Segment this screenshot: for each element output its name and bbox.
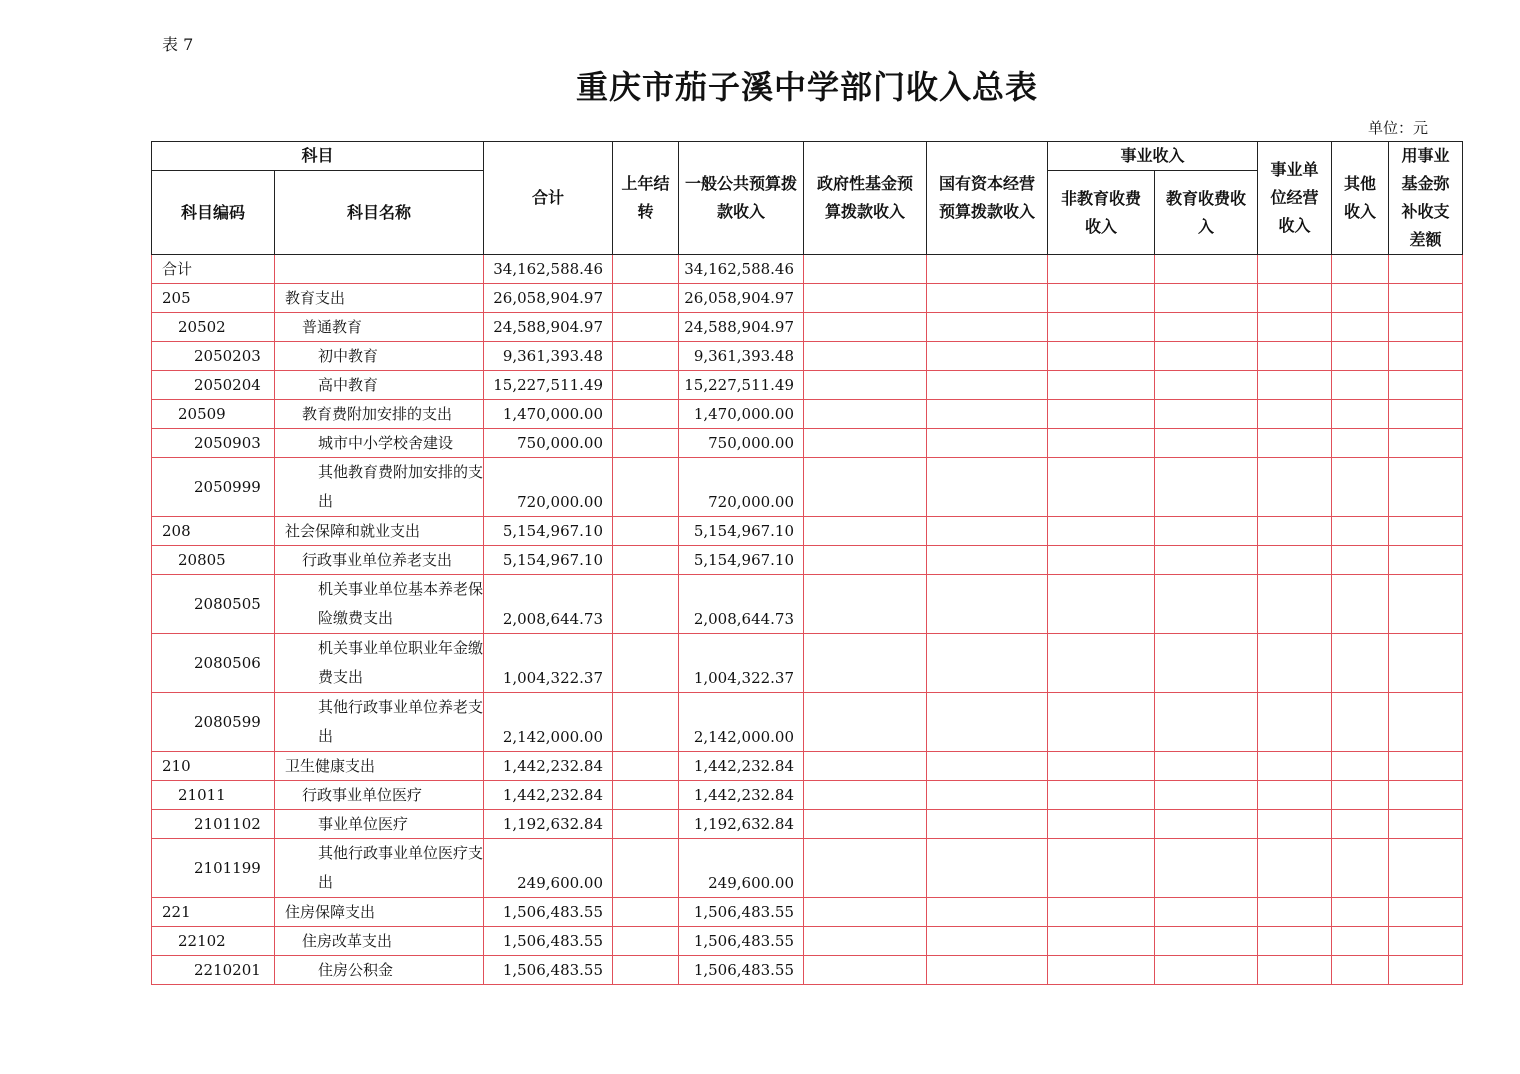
cell-carryover <box>613 255 679 284</box>
cell-general-budget: 9,361,393.48 <box>679 342 804 371</box>
cell-non-edu-fee <box>1048 371 1155 400</box>
table-row <box>152 429 1463 458</box>
cell-carryover <box>613 839 679 898</box>
cell-other-income <box>1332 546 1389 575</box>
cell-edu-fee <box>1155 429 1258 458</box>
cell-unit-operating <box>1258 956 1332 985</box>
cell-non-edu-fee <box>1048 781 1155 810</box>
cell-subject-code: 205 <box>152 284 275 313</box>
cell-state-capital <box>927 313 1048 342</box>
cell-other-income <box>1332 810 1389 839</box>
cell-edu-fee <box>1155 927 1258 956</box>
cell-state-capital <box>927 517 1048 546</box>
cell-edu-fee <box>1155 752 1258 781</box>
table-row <box>152 284 1463 313</box>
table-row <box>152 371 1463 400</box>
cell-edu-fee <box>1155 575 1258 634</box>
table-row <box>152 839 1463 898</box>
cell-subject-code: 20502 <box>152 313 275 342</box>
cell-total: 34,162,588.46 <box>484 255 613 284</box>
cell-total: 1,506,483.55 <box>484 927 613 956</box>
cell-subject-code: 22102 <box>152 927 275 956</box>
cell-fund-deficit <box>1389 546 1463 575</box>
cell-total: 1,004,322.37 <box>484 634 613 693</box>
cell-gov-fund <box>804 752 927 781</box>
cell-unit-operating <box>1258 400 1332 429</box>
header-state-capital: 国有资本经营预算拨款收入 <box>927 142 1048 255</box>
cell-gov-fund <box>804 255 927 284</box>
cell-carryover <box>613 458 679 517</box>
cell-fund-deficit <box>1389 898 1463 927</box>
cell-non-edu-fee <box>1048 956 1155 985</box>
cell-non-edu-fee <box>1048 927 1155 956</box>
cell-subject-name: 卫生健康支出 <box>275 752 484 781</box>
cell-total: 24,588,904.97 <box>484 313 613 342</box>
cell-other-income <box>1332 634 1389 693</box>
cell-state-capital <box>927 546 1048 575</box>
cell-subject-code: 2080505 <box>152 575 275 634</box>
cell-state-capital <box>927 371 1048 400</box>
cell-subject-name: 教育支出 <box>275 284 484 313</box>
cell-other-income <box>1332 956 1389 985</box>
cell-fund-deficit <box>1389 956 1463 985</box>
cell-non-edu-fee <box>1048 313 1155 342</box>
cell-gov-fund <box>804 342 927 371</box>
cell-state-capital <box>927 342 1048 371</box>
header-gov-fund: 政府性基金预算拨款收入 <box>804 142 927 255</box>
cell-subject-code: 2080506 <box>152 634 275 693</box>
cell-subject-name: 其他行政事业单位养老支出 <box>275 693 484 752</box>
cell-gov-fund <box>804 781 927 810</box>
cell-total: 15,227,511.49 <box>484 371 613 400</box>
cell-carryover <box>613 927 679 956</box>
cell-edu-fee <box>1155 400 1258 429</box>
cell-subject-name: 其他教育费附加安排的支出 <box>275 458 484 517</box>
cell-carryover <box>613 342 679 371</box>
cell-other-income <box>1332 342 1389 371</box>
page-title: 重庆市茄子溪中学部门收入总表 <box>575 68 1038 106</box>
cell-carryover <box>613 517 679 546</box>
cell-general-budget: 1,442,232.84 <box>679 752 804 781</box>
cell-subject-name <box>275 255 484 284</box>
cell-edu-fee <box>1155 839 1258 898</box>
cell-unit-operating <box>1258 810 1332 839</box>
cell-subject-code: 2050903 <box>152 429 275 458</box>
cell-other-income <box>1332 898 1389 927</box>
cell-subject-code: 2210201 <box>152 956 275 985</box>
cell-state-capital <box>927 255 1048 284</box>
cell-fund-deficit <box>1389 255 1463 284</box>
cell-edu-fee <box>1155 284 1258 313</box>
cell-unit-operating <box>1258 898 1332 927</box>
cell-fund-deficit <box>1389 839 1463 898</box>
cell-gov-fund <box>804 429 927 458</box>
cell-general-budget: 1,506,483.55 <box>679 898 804 927</box>
cell-unit-operating <box>1258 546 1332 575</box>
cell-general-budget: 5,154,967.10 <box>679 517 804 546</box>
cell-gov-fund <box>804 634 927 693</box>
cell-general-budget: 5,154,967.10 <box>679 546 804 575</box>
table-row <box>152 400 1463 429</box>
cell-subject-name: 其他行政事业单位医疗支出 <box>275 839 484 898</box>
cell-carryover <box>613 284 679 313</box>
cell-fund-deficit <box>1389 313 1463 342</box>
cell-general-budget: 1,470,000.00 <box>679 400 804 429</box>
cell-general-budget: 24,588,904.97 <box>679 313 804 342</box>
cell-subject-name: 初中教育 <box>275 342 484 371</box>
cell-carryover <box>613 693 679 752</box>
cell-non-edu-fee <box>1048 342 1155 371</box>
cell-fund-deficit <box>1389 517 1463 546</box>
table-body <box>152 255 1463 985</box>
header-career-income: 事业收入 <box>1048 142 1258 171</box>
cell-subject-code: 208 <box>152 517 275 546</box>
cell-gov-fund <box>804 575 927 634</box>
cell-gov-fund <box>804 458 927 517</box>
cell-total: 5,154,967.10 <box>484 546 613 575</box>
cell-edu-fee <box>1155 810 1258 839</box>
header-subject-name: 科目名称 <box>275 171 484 255</box>
cell-edu-fee <box>1155 956 1258 985</box>
cell-total: 720,000.00 <box>484 458 613 517</box>
cell-non-edu-fee <box>1048 693 1155 752</box>
cell-total: 2,142,000.00 <box>484 693 613 752</box>
header-subject-group: 科目 <box>152 142 484 171</box>
cell-subject-code: 2050204 <box>152 371 275 400</box>
cell-fund-deficit <box>1389 693 1463 752</box>
cell-general-budget: 15,227,511.49 <box>679 371 804 400</box>
cell-non-edu-fee <box>1048 634 1155 693</box>
cell-unit-operating <box>1258 693 1332 752</box>
cell-general-budget: 720,000.00 <box>679 458 804 517</box>
cell-gov-fund <box>804 898 927 927</box>
unit-label: 单位：元 <box>1367 119 1428 137</box>
cell-subject-name: 住房保障支出 <box>275 898 484 927</box>
cell-unit-operating <box>1258 429 1332 458</box>
cell-unit-operating <box>1258 634 1332 693</box>
cell-state-capital <box>927 400 1048 429</box>
cell-fund-deficit <box>1389 429 1463 458</box>
cell-gov-fund <box>804 810 927 839</box>
cell-edu-fee <box>1155 546 1258 575</box>
cell-subject-code: 2050999 <box>152 458 275 517</box>
cell-unit-operating <box>1258 575 1332 634</box>
cell-other-income <box>1332 400 1389 429</box>
cell-subject-name: 住房公积金 <box>275 956 484 985</box>
cell-edu-fee <box>1155 634 1258 693</box>
cell-subject-code: 2050203 <box>152 342 275 371</box>
cell-subject-name: 机关事业单位职业年金缴费支出 <box>275 634 484 693</box>
header-edu-fee: 教育收费收入 <box>1155 171 1258 255</box>
cell-subject-code: 221 <box>152 898 275 927</box>
cell-state-capital <box>927 458 1048 517</box>
cell-carryover <box>613 313 679 342</box>
table-row <box>152 255 1463 284</box>
cell-fund-deficit <box>1389 634 1463 693</box>
cell-state-capital <box>927 898 1048 927</box>
cell-state-capital <box>927 752 1048 781</box>
cell-gov-fund <box>804 313 927 342</box>
cell-state-capital <box>927 634 1048 693</box>
cell-fund-deficit <box>1389 810 1463 839</box>
cell-state-capital <box>927 693 1048 752</box>
cell-general-budget: 249,600.00 <box>679 839 804 898</box>
cell-subject-name: 机关事业单位基本养老保险缴费支出 <box>275 575 484 634</box>
cell-fund-deficit <box>1389 927 1463 956</box>
cell-total: 1,192,632.84 <box>484 810 613 839</box>
cell-general-budget: 1,506,483.55 <box>679 927 804 956</box>
cell-unit-operating <box>1258 342 1332 371</box>
cell-other-income <box>1332 313 1389 342</box>
cell-fund-deficit <box>1389 371 1463 400</box>
cell-carryover <box>613 400 679 429</box>
cell-carryover <box>613 371 679 400</box>
cell-total: 1,506,483.55 <box>484 956 613 985</box>
cell-non-edu-fee <box>1048 546 1155 575</box>
header-unit-operating: 事业单位经营收入 <box>1258 142 1332 255</box>
cell-non-edu-fee <box>1048 575 1155 634</box>
cell-general-budget: 2,142,000.00 <box>679 693 804 752</box>
cell-edu-fee <box>1155 693 1258 752</box>
cell-edu-fee <box>1155 313 1258 342</box>
cell-gov-fund <box>804 839 927 898</box>
cell-other-income <box>1332 284 1389 313</box>
cell-fund-deficit <box>1389 342 1463 371</box>
income-summary-table <box>151 141 1463 985</box>
cell-fund-deficit <box>1389 284 1463 313</box>
cell-subject-name: 事业单位医疗 <box>275 810 484 839</box>
cell-general-budget: 1,192,632.84 <box>679 810 804 839</box>
cell-unit-operating <box>1258 927 1332 956</box>
cell-total: 249,600.00 <box>484 839 613 898</box>
cell-general-budget: 1,506,483.55 <box>679 956 804 985</box>
cell-carryover <box>613 898 679 927</box>
cell-non-edu-fee <box>1048 810 1155 839</box>
cell-non-edu-fee <box>1048 429 1155 458</box>
cell-state-capital <box>927 429 1048 458</box>
cell-other-income <box>1332 371 1389 400</box>
cell-total: 1,470,000.00 <box>484 400 613 429</box>
cell-non-edu-fee <box>1048 839 1155 898</box>
cell-total: 1,442,232.84 <box>484 781 613 810</box>
cell-subject-name: 高中教育 <box>275 371 484 400</box>
cell-edu-fee <box>1155 517 1258 546</box>
table-row <box>152 575 1463 634</box>
cell-subject-code: 2101199 <box>152 839 275 898</box>
cell-gov-fund <box>804 693 927 752</box>
header-subject-code: 科目编码 <box>152 171 275 255</box>
cell-gov-fund <box>804 956 927 985</box>
cell-fund-deficit <box>1389 575 1463 634</box>
table-row <box>152 956 1463 985</box>
cell-total: 1,506,483.55 <box>484 898 613 927</box>
cell-subject-name: 普通教育 <box>275 313 484 342</box>
cell-non-edu-fee <box>1048 752 1155 781</box>
cell-other-income <box>1332 839 1389 898</box>
table-row <box>152 810 1463 839</box>
cell-total: 5,154,967.10 <box>484 517 613 546</box>
cell-unit-operating <box>1258 284 1332 313</box>
cell-fund-deficit <box>1389 781 1463 810</box>
cell-total: 1,442,232.84 <box>484 752 613 781</box>
cell-gov-fund <box>804 517 927 546</box>
cell-other-income <box>1332 517 1389 546</box>
cell-unit-operating <box>1258 839 1332 898</box>
cell-total: 2,008,644.73 <box>484 575 613 634</box>
cell-general-budget: 1,442,232.84 <box>679 781 804 810</box>
cell-state-capital <box>927 927 1048 956</box>
cell-unit-operating <box>1258 752 1332 781</box>
header-carryover: 上年结转 <box>613 142 679 255</box>
cell-fund-deficit <box>1389 752 1463 781</box>
cell-general-budget: 34,162,588.46 <box>679 255 804 284</box>
cell-gov-fund <box>804 371 927 400</box>
cell-non-edu-fee <box>1048 255 1155 284</box>
cell-non-edu-fee <box>1048 400 1155 429</box>
cell-subject-code: 21011 <box>152 781 275 810</box>
cell-other-income <box>1332 927 1389 956</box>
cell-edu-fee <box>1155 342 1258 371</box>
cell-non-edu-fee <box>1048 517 1155 546</box>
table-row <box>152 342 1463 371</box>
cell-carryover <box>613 546 679 575</box>
cell-non-edu-fee <box>1048 284 1155 313</box>
cell-carryover <box>613 429 679 458</box>
cell-non-edu-fee <box>1048 898 1155 927</box>
cell-gov-fund <box>804 927 927 956</box>
cell-subject-code: 合计 <box>152 255 275 284</box>
cell-total: 9,361,393.48 <box>484 342 613 371</box>
cell-other-income <box>1332 429 1389 458</box>
cell-non-edu-fee <box>1048 458 1155 517</box>
cell-carryover <box>613 781 679 810</box>
cell-state-capital <box>927 284 1048 313</box>
cell-subject-code: 2080599 <box>152 693 275 752</box>
cell-subject-name: 住房改革支出 <box>275 927 484 956</box>
table-row <box>152 752 1463 781</box>
cell-fund-deficit <box>1389 400 1463 429</box>
table-row <box>152 458 1463 517</box>
table-row <box>152 781 1463 810</box>
cell-carryover <box>613 634 679 693</box>
header-fund-deficit: 用事业基金弥补收支差额 <box>1389 142 1463 255</box>
header-non-edu-fee: 非教育收费收入 <box>1048 171 1155 255</box>
cell-other-income <box>1332 693 1389 752</box>
cell-carryover <box>613 956 679 985</box>
cell-subject-name: 城市中小学校舍建设 <box>275 429 484 458</box>
cell-unit-operating <box>1258 517 1332 546</box>
cell-gov-fund <box>804 284 927 313</box>
cell-total: 26,058,904.97 <box>484 284 613 313</box>
cell-gov-fund <box>804 400 927 429</box>
header-total: 合计 <box>484 142 613 255</box>
cell-subject-code: 20509 <box>152 400 275 429</box>
cell-edu-fee <box>1155 371 1258 400</box>
cell-total: 750,000.00 <box>484 429 613 458</box>
header-general-budget: 一般公共预算拨款收入 <box>679 142 804 255</box>
table-row <box>152 546 1463 575</box>
cell-subject-name: 行政事业单位医疗 <box>275 781 484 810</box>
cell-general-budget: 26,058,904.97 <box>679 284 804 313</box>
table-row <box>152 517 1463 546</box>
cell-carryover <box>613 752 679 781</box>
cell-edu-fee <box>1155 255 1258 284</box>
cell-other-income <box>1332 752 1389 781</box>
cell-other-income <box>1332 458 1389 517</box>
cell-other-income <box>1332 781 1389 810</box>
cell-subject-name: 社会保障和就业支出 <box>275 517 484 546</box>
cell-general-budget: 2,008,644.73 <box>679 575 804 634</box>
cell-edu-fee <box>1155 458 1258 517</box>
cell-gov-fund <box>804 546 927 575</box>
cell-state-capital <box>927 575 1048 634</box>
cell-state-capital <box>927 781 1048 810</box>
cell-other-income <box>1332 575 1389 634</box>
table-row <box>152 693 1463 752</box>
cell-state-capital <box>927 956 1048 985</box>
cell-unit-operating <box>1258 781 1332 810</box>
cell-edu-fee <box>1155 781 1258 810</box>
table-number-label: 表 7 <box>162 35 194 54</box>
table-row <box>152 634 1463 693</box>
table-row <box>152 313 1463 342</box>
cell-carryover <box>613 575 679 634</box>
cell-general-budget: 1,004,322.37 <box>679 634 804 693</box>
cell-subject-name: 教育费附加安排的支出 <box>275 400 484 429</box>
cell-state-capital <box>927 839 1048 898</box>
cell-carryover <box>613 810 679 839</box>
cell-subject-code: 20805 <box>152 546 275 575</box>
cell-unit-operating <box>1258 458 1332 517</box>
cell-fund-deficit <box>1389 458 1463 517</box>
cell-edu-fee <box>1155 898 1258 927</box>
table-row <box>152 927 1463 956</box>
cell-state-capital <box>927 810 1048 839</box>
cell-general-budget: 750,000.00 <box>679 429 804 458</box>
cell-subject-code: 2101102 <box>152 810 275 839</box>
cell-unit-operating <box>1258 371 1332 400</box>
cell-subject-code: 210 <box>152 752 275 781</box>
cell-unit-operating <box>1258 255 1332 284</box>
cell-unit-operating <box>1258 313 1332 342</box>
table-row <box>152 898 1463 927</box>
cell-other-income <box>1332 255 1389 284</box>
header-other-income: 其他收入 <box>1332 142 1389 255</box>
cell-subject-name: 行政事业单位养老支出 <box>275 546 484 575</box>
